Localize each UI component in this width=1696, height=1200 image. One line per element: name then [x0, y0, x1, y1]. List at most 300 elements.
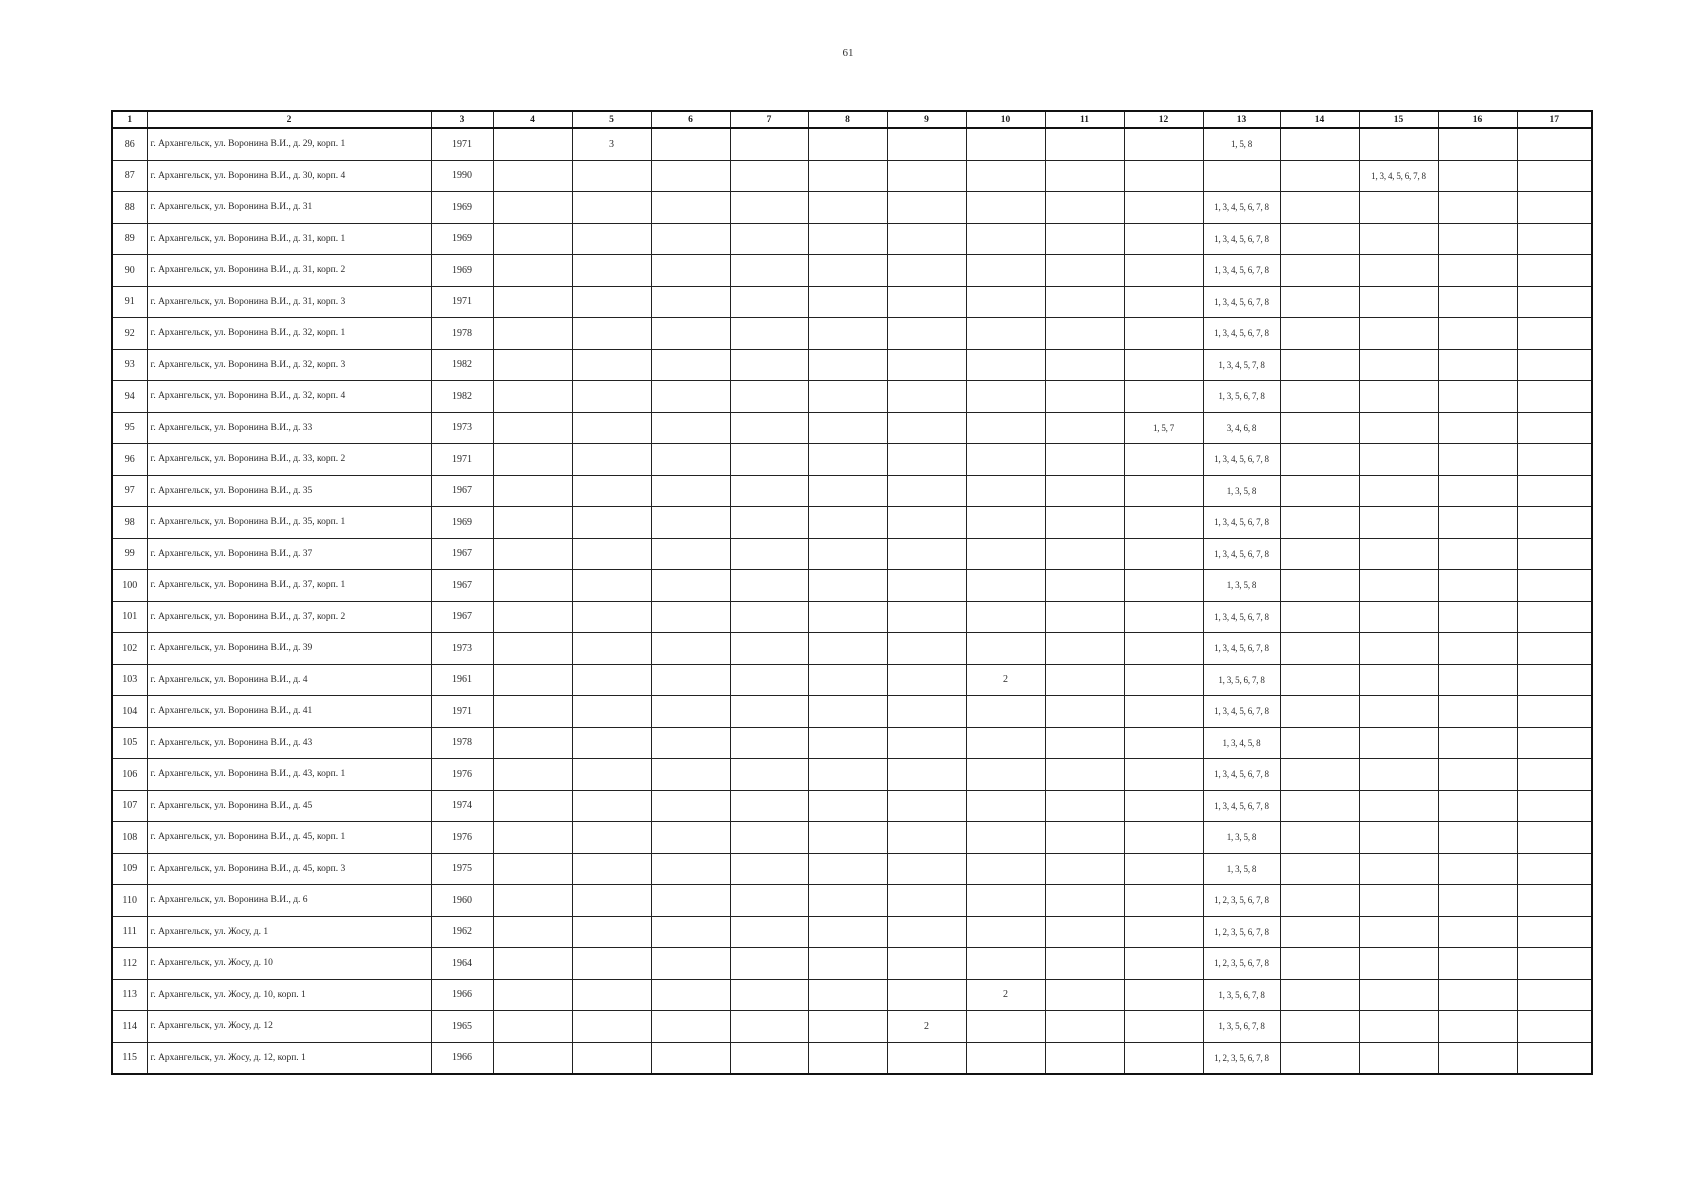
column-header-16: 16 [1438, 111, 1517, 128]
table-cell [651, 696, 730, 728]
table-cell [651, 286, 730, 318]
column-header-3: 3 [431, 111, 493, 128]
table-cell [572, 1042, 651, 1074]
table-cell [1438, 822, 1517, 854]
table-cell [1124, 1011, 1203, 1043]
row-number-cell: 108 [112, 822, 147, 854]
table-cell [1045, 255, 1124, 287]
table-cell [808, 381, 887, 413]
table-cell [1045, 381, 1124, 413]
row-number-cell: 96 [112, 444, 147, 476]
table-cell [1124, 538, 1203, 570]
table-cell [1359, 444, 1438, 476]
table-cell [887, 822, 966, 854]
table-cell [572, 570, 651, 602]
table-cell [966, 1011, 1045, 1043]
table-cell [1124, 948, 1203, 980]
table-cell [1124, 727, 1203, 759]
table-cell [887, 255, 966, 287]
table-cell [730, 507, 808, 539]
table-cell [966, 223, 1045, 255]
table-cell [651, 381, 730, 413]
table-cell [887, 601, 966, 633]
table-cell [1280, 1011, 1359, 1043]
table-cell [1124, 633, 1203, 665]
table-cell [1045, 948, 1124, 980]
table-row [112, 318, 1592, 350]
table-cell [1517, 381, 1592, 413]
table-cell: 1, 3, 4, 5, 6, 7, 8 [1203, 633, 1280, 665]
table-cell [1124, 318, 1203, 350]
address-cell: г. Архангельск, ул. Воронина В.И., д. 37, корп. 2 [147, 601, 431, 633]
table-cell [651, 885, 730, 917]
table-cell [1280, 948, 1359, 980]
table-cell [966, 349, 1045, 381]
table-cell [966, 538, 1045, 570]
table-cell [1280, 601, 1359, 633]
column-header-10: 10 [966, 111, 1045, 128]
table-cell [808, 538, 887, 570]
table-cell: 1, 3, 4, 5, 6, 7, 8 [1359, 160, 1438, 192]
table-cell [730, 885, 808, 917]
row-number-cell: 111 [112, 916, 147, 948]
table-cell [1280, 286, 1359, 318]
table-cell [730, 538, 808, 570]
table-cell [1517, 507, 1592, 539]
table-cell [1359, 349, 1438, 381]
table-cell: 1, 3, 5, 8 [1203, 475, 1280, 507]
table-cell [1280, 727, 1359, 759]
address-cell: г. Архангельск, ул. Воронина В.И., д. 43, корп. 1 [147, 759, 431, 791]
table-cell [1124, 759, 1203, 791]
table-cell [572, 979, 651, 1011]
table-cell [1045, 979, 1124, 1011]
table-cell [1045, 727, 1124, 759]
table-cell [1280, 538, 1359, 570]
year-cell: 1976 [431, 822, 493, 854]
year-cell: 1965 [431, 1011, 493, 1043]
row-number-cell: 92 [112, 318, 147, 350]
table-cell [1124, 1042, 1203, 1074]
table-cell [808, 412, 887, 444]
table-cell [808, 822, 887, 854]
table-cell: 1, 3, 4, 5, 6, 7, 8 [1203, 223, 1280, 255]
table-cell [730, 570, 808, 602]
table-cell [1438, 633, 1517, 665]
table-cell [1124, 696, 1203, 728]
table-cell [572, 1011, 651, 1043]
table-cell: 1, 3, 5, 6, 7, 8 [1203, 979, 1280, 1011]
table-cell [493, 128, 572, 160]
table-cell [1359, 853, 1438, 885]
table-cell [887, 664, 966, 696]
table-cell: 3, 4, 6, 8 [1203, 412, 1280, 444]
column-header-2: 2 [147, 111, 431, 128]
row-number-cell: 107 [112, 790, 147, 822]
table-cell [1359, 822, 1438, 854]
table-cell [651, 507, 730, 539]
table-cell [1517, 160, 1592, 192]
table-cell [966, 853, 1045, 885]
table-cell [1438, 916, 1517, 948]
table-cell [493, 255, 572, 287]
table-cell [1517, 223, 1592, 255]
table-cell [730, 790, 808, 822]
table-cell [493, 286, 572, 318]
table-cell [966, 916, 1045, 948]
year-cell: 1978 [431, 318, 493, 350]
table-row [112, 916, 1592, 948]
table-cell [730, 759, 808, 791]
table-cell [1359, 696, 1438, 728]
header-row [112, 111, 1592, 128]
table-cell [730, 696, 808, 728]
table-row [112, 1011, 1592, 1043]
table-cell [572, 160, 651, 192]
table-cell [1438, 128, 1517, 160]
table-cell: 1, 3, 4, 5, 6, 7, 8 [1203, 790, 1280, 822]
address-cell: г. Архангельск, ул. Воронина В.И., д. 31, корп. 3 [147, 286, 431, 318]
table-cell [1438, 412, 1517, 444]
table-cell [1517, 1011, 1592, 1043]
table-cell: 1, 3, 4, 5, 6, 7, 8 [1203, 601, 1280, 633]
table-cell [1359, 255, 1438, 287]
year-cell: 1964 [431, 948, 493, 980]
row-number-cell: 94 [112, 381, 147, 413]
column-header-11: 11 [1045, 111, 1124, 128]
table-cell [887, 444, 966, 476]
table-cell [887, 349, 966, 381]
year-cell: 1966 [431, 979, 493, 1011]
table-cell [730, 160, 808, 192]
table-cell [572, 444, 651, 476]
table-cell [808, 444, 887, 476]
table-row [112, 192, 1592, 224]
table-cell [887, 192, 966, 224]
table-cell [808, 885, 887, 917]
table-cell [1438, 1042, 1517, 1074]
table-cell [1438, 601, 1517, 633]
table-cell [1045, 1042, 1124, 1074]
table-cell [730, 727, 808, 759]
table-cell [572, 192, 651, 224]
table-cell [730, 286, 808, 318]
table-cell [1045, 192, 1124, 224]
table-cell [1045, 664, 1124, 696]
table-row [112, 1042, 1592, 1074]
table-cell [1280, 696, 1359, 728]
table-cell: 2 [966, 979, 1045, 1011]
table-cell [651, 318, 730, 350]
year-cell: 1990 [431, 160, 493, 192]
row-number-cell: 100 [112, 570, 147, 602]
year-cell: 1974 [431, 790, 493, 822]
table-cell [808, 1042, 887, 1074]
table-cell [887, 475, 966, 507]
table-cell [572, 507, 651, 539]
table-cell [493, 1011, 572, 1043]
table-cell [1438, 948, 1517, 980]
address-cell: г. Архангельск, ул. Воронина В.И., д. 45, корп. 3 [147, 853, 431, 885]
column-header-7: 7 [730, 111, 808, 128]
table-cell [651, 223, 730, 255]
table-cell [808, 128, 887, 160]
table-cell [1438, 696, 1517, 728]
table-cell [1045, 412, 1124, 444]
table-cell [966, 822, 1045, 854]
address-cell: г. Архангельск, ул. Жосу, д. 10, корп. 1 [147, 979, 431, 1011]
table-cell [651, 979, 730, 1011]
table-cell [966, 633, 1045, 665]
table-cell [1438, 727, 1517, 759]
table-cell [1045, 570, 1124, 602]
table-cell [1280, 318, 1359, 350]
table-cell [1438, 885, 1517, 917]
table-cell [651, 664, 730, 696]
table-cell [1359, 412, 1438, 444]
year-cell: 1982 [431, 349, 493, 381]
table-cell [572, 885, 651, 917]
table-cell [730, 381, 808, 413]
table-cell [651, 412, 730, 444]
table-cell [1045, 128, 1124, 160]
address-cell: г. Архангельск, ул. Воронина В.И., д. 45 [147, 790, 431, 822]
table-row [112, 759, 1592, 791]
table-cell [1359, 948, 1438, 980]
table-cell [1517, 601, 1592, 633]
year-cell: 1967 [431, 570, 493, 602]
table-cell [1280, 507, 1359, 539]
table-cell [808, 601, 887, 633]
table-cell [1124, 444, 1203, 476]
table-cell: 1, 3, 4, 5, 6, 7, 8 [1203, 538, 1280, 570]
table-cell [730, 633, 808, 665]
table-cell [1280, 979, 1359, 1011]
table-cell [1438, 223, 1517, 255]
table-cell [730, 255, 808, 287]
row-number-cell: 113 [112, 979, 147, 1011]
table-cell [1438, 444, 1517, 476]
table-cell [887, 979, 966, 1011]
table-cell [887, 853, 966, 885]
table-cell [1124, 475, 1203, 507]
table-cell [1280, 381, 1359, 413]
table-cell [730, 1011, 808, 1043]
table-cell [808, 192, 887, 224]
table-cell [966, 475, 1045, 507]
table-row [112, 633, 1592, 665]
row-number-cell: 115 [112, 1042, 147, 1074]
table-cell [1280, 790, 1359, 822]
table-cell [1280, 192, 1359, 224]
table-cell [808, 475, 887, 507]
table-row [112, 538, 1592, 570]
table-cell [966, 444, 1045, 476]
table-cell [730, 916, 808, 948]
table-cell [966, 696, 1045, 728]
table-cell: 1, 3, 4, 5, 6, 7, 8 [1203, 286, 1280, 318]
table-cell [572, 664, 651, 696]
table-cell: 1, 3, 4, 5, 8 [1203, 727, 1280, 759]
table-cell [1280, 160, 1359, 192]
table-cell [1124, 916, 1203, 948]
table-cell [887, 1042, 966, 1074]
table-cell [1124, 160, 1203, 192]
table-cell [1438, 160, 1517, 192]
table-cell [966, 570, 1045, 602]
table-row [112, 727, 1592, 759]
table-cell [493, 570, 572, 602]
table-cell [1124, 601, 1203, 633]
row-number-cell: 105 [112, 727, 147, 759]
table-cell [651, 948, 730, 980]
table-cell [1280, 128, 1359, 160]
year-cell: 1967 [431, 475, 493, 507]
address-cell: г. Архангельск, ул. Воронина В.И., д. 35 [147, 475, 431, 507]
table-cell [1359, 1011, 1438, 1043]
table-cell [966, 160, 1045, 192]
table-cell [966, 727, 1045, 759]
table-cell [1359, 916, 1438, 948]
table-cell [1438, 759, 1517, 791]
table-cell [1124, 885, 1203, 917]
table-cell [887, 128, 966, 160]
year-cell: 1960 [431, 885, 493, 917]
table-cell [1517, 979, 1592, 1011]
address-cell: г. Архангельск, ул. Воронина В.И., д. 33 [147, 412, 431, 444]
table-cell [730, 664, 808, 696]
column-header-5: 5 [572, 111, 651, 128]
table-row [112, 696, 1592, 728]
table-cell [1517, 916, 1592, 948]
table-cell [1438, 979, 1517, 1011]
table-cell [1359, 759, 1438, 791]
table-cell [1517, 475, 1592, 507]
row-number-cell: 91 [112, 286, 147, 318]
table-cell [572, 349, 651, 381]
table-cell [1438, 507, 1517, 539]
column-header-8: 8 [808, 111, 887, 128]
table-row [112, 160, 1592, 192]
table-cell [1280, 822, 1359, 854]
table-cell [1517, 727, 1592, 759]
column-header-6: 6 [651, 111, 730, 128]
table-cell [572, 822, 651, 854]
table-cell [808, 255, 887, 287]
table-cell [572, 538, 651, 570]
table-cell [1438, 349, 1517, 381]
table-cell [887, 790, 966, 822]
table-cell [1359, 664, 1438, 696]
table-cell [493, 885, 572, 917]
table-cell [1124, 979, 1203, 1011]
table-cell [1517, 1042, 1592, 1074]
table-cell [1124, 570, 1203, 602]
table-cell [966, 412, 1045, 444]
table-cell [966, 948, 1045, 980]
table-cell [730, 979, 808, 1011]
address-cell: г. Архангельск, ул. Жосу, д. 12 [147, 1011, 431, 1043]
table-cell [730, 318, 808, 350]
row-number-cell: 95 [112, 412, 147, 444]
table-body [112, 128, 1592, 1074]
table-cell [887, 412, 966, 444]
table-cell [651, 853, 730, 885]
row-number-cell: 101 [112, 601, 147, 633]
table-cell [493, 853, 572, 885]
table-cell [808, 916, 887, 948]
table-cell [1045, 853, 1124, 885]
table-cell: 1, 3, 5, 6, 7, 8 [1203, 381, 1280, 413]
column-header-13: 13 [1203, 111, 1280, 128]
year-cell: 1969 [431, 192, 493, 224]
table-cell [651, 633, 730, 665]
table-cell [808, 633, 887, 665]
table-cell [572, 223, 651, 255]
table-cell [1517, 696, 1592, 728]
table-cell [1280, 255, 1359, 287]
table-cell [1359, 601, 1438, 633]
table-cell [1517, 128, 1592, 160]
table-cell: 2 [887, 1011, 966, 1043]
table-cell [1438, 475, 1517, 507]
year-cell: 1971 [431, 286, 493, 318]
table-cell [887, 916, 966, 948]
table-cell [651, 475, 730, 507]
table-cell [493, 1042, 572, 1074]
table-cell: 1, 2, 3, 5, 6, 7, 8 [1203, 916, 1280, 948]
table-cell [966, 255, 1045, 287]
table-cell [730, 475, 808, 507]
table-cell [1517, 318, 1592, 350]
row-number-cell: 99 [112, 538, 147, 570]
table-cell: 1, 3, 4, 5, 6, 7, 8 [1203, 255, 1280, 287]
table-cell: 1, 3, 4, 5, 6, 7, 8 [1203, 318, 1280, 350]
table-cell [1517, 570, 1592, 602]
table-cell [966, 885, 1045, 917]
table-cell [1517, 412, 1592, 444]
table-row [112, 790, 1592, 822]
table-cell [730, 601, 808, 633]
table-cell [572, 601, 651, 633]
year-cell: 1982 [431, 381, 493, 413]
table-row [112, 948, 1592, 980]
table-cell [966, 759, 1045, 791]
table-cell [1045, 601, 1124, 633]
address-cell: г. Архангельск, ул. Воронина В.И., д. 43 [147, 727, 431, 759]
table-cell [887, 759, 966, 791]
table-cell [493, 475, 572, 507]
table-row [112, 601, 1592, 633]
table-cell [493, 759, 572, 791]
year-cell: 1971 [431, 128, 493, 160]
table-cell [1124, 822, 1203, 854]
table-cell [1280, 885, 1359, 917]
table-cell [572, 759, 651, 791]
table-cell: 1, 3, 4, 5, 7, 8 [1203, 349, 1280, 381]
table-cell [887, 633, 966, 665]
table-cell [808, 759, 887, 791]
table-cell [1045, 759, 1124, 791]
address-cell: г. Архангельск, ул. Воронина В.И., д. 29, корп. 1 [147, 128, 431, 160]
table-cell [1045, 538, 1124, 570]
table-cell [1438, 664, 1517, 696]
table-cell [730, 412, 808, 444]
table-cell [887, 160, 966, 192]
table-cell [493, 192, 572, 224]
table-cell [966, 286, 1045, 318]
table-cell: 1, 3, 4, 5, 6, 7, 8 [1203, 696, 1280, 728]
